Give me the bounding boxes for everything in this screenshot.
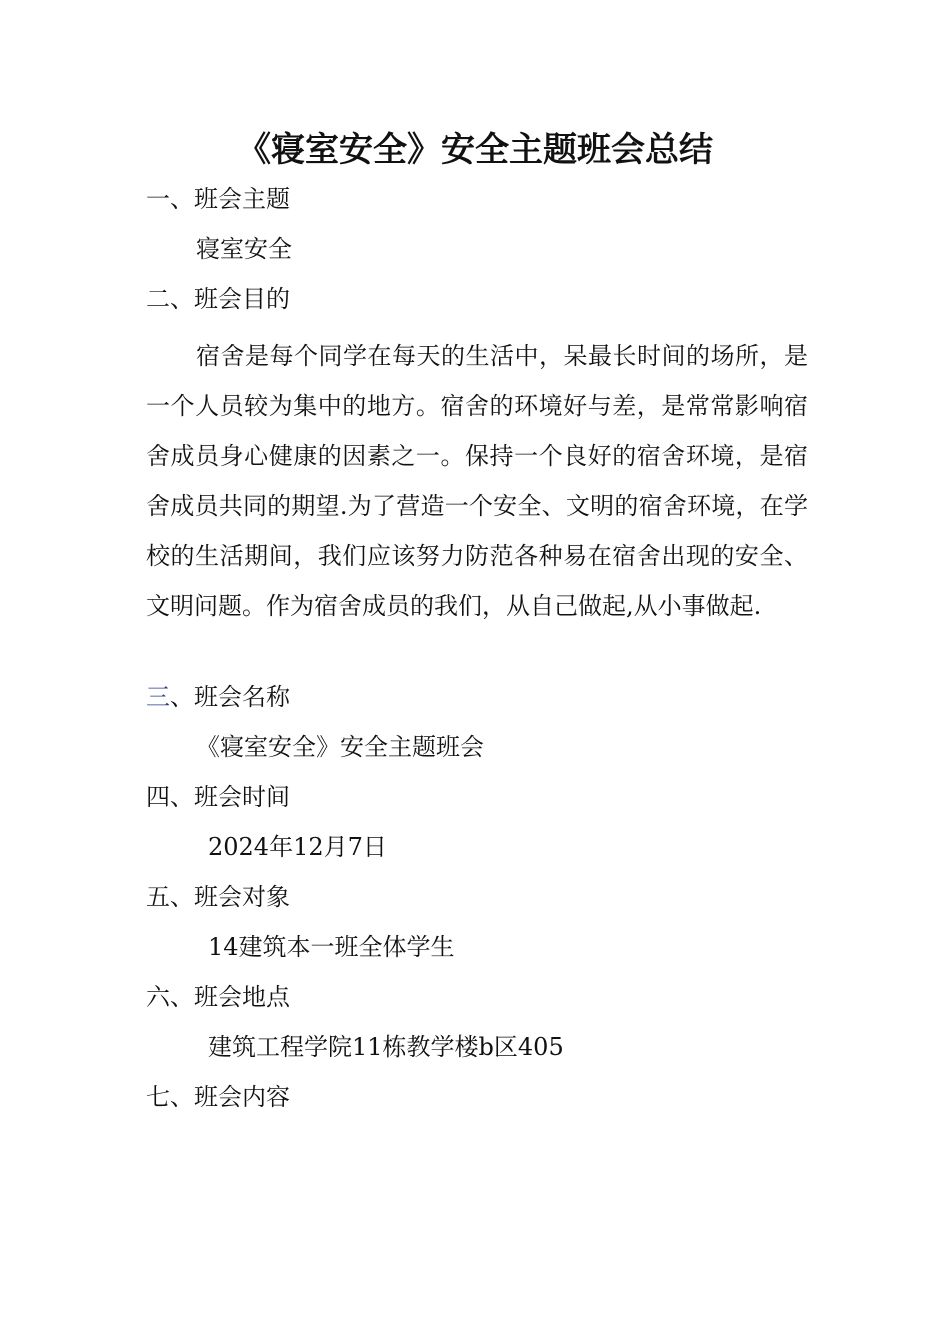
section-heading-audience: 五、班会对象 xyxy=(146,883,290,911)
section-paragraph-purpose: 宿舍是每个同学在每天的生活中，呆最长时间的场所，是一个人员较为集中的地方。宿舍的环境好与差，是常常影响宿舍成员身心健康的因素之一。保持一个良好的宿舍环境，是宿舍成员共同的期望.为了营造一个安全、文明的宿舍环境，在学校的生活期间，我们应该努力防范各种易在宿舍出现的安全、文明问题。作为宿舍成员的我们，从自己做起,从小事做起. xyxy=(146,342,808,620)
section-heading-theme: 一、班会主题 xyxy=(146,185,290,213)
section-content-time: 2024年12月7日 xyxy=(208,833,387,861)
section-heading-time: 四、班会时间 xyxy=(146,783,290,811)
section-heading-name-label: 、班会名称 xyxy=(170,683,290,711)
section-heading-name-number: 三 xyxy=(146,683,170,711)
section-content-location: 建筑工程学院11栋教学楼b区405 xyxy=(208,1033,564,1061)
document-title: 《寝室安全》安全主题班会总结 xyxy=(237,130,713,170)
section-heading-name xyxy=(146,680,290,714)
section-content-audience: 14建筑本一班全体学生 xyxy=(208,933,455,961)
section-heading-location: 六、班会地点 xyxy=(146,983,290,1011)
section-content-name: 《寝室安全》安全主题班会 xyxy=(196,733,484,761)
section-heading-purpose: 二、班会目的 xyxy=(146,285,290,313)
section-heading-content: 七、班会内容 xyxy=(146,1083,290,1111)
section-content-theme: 寝室安全 xyxy=(196,235,292,263)
